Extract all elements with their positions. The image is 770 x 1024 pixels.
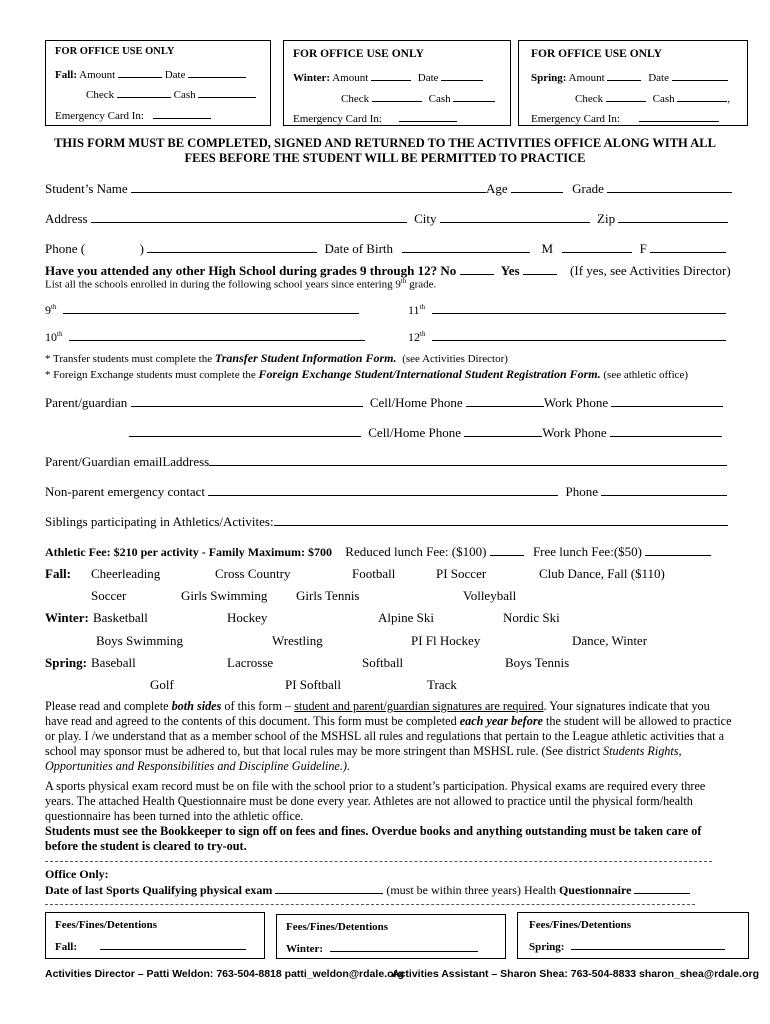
siblings-field[interactable] xyxy=(274,515,728,526)
emergency-phone-field[interactable] xyxy=(601,485,727,496)
address-field[interactable] xyxy=(91,212,407,223)
p1-signatures-required: student and parent/guardian signatures are required xyxy=(294,699,544,713)
emergency-card-label: Emergency Card In: xyxy=(293,113,382,125)
sport-boys-swimming[interactable]: Boys Swimming xyxy=(96,633,184,648)
sport-boys-tennis[interactable]: Boys Tennis xyxy=(505,655,570,670)
season-label: Winter: xyxy=(293,72,331,84)
student-name-row xyxy=(45,181,732,197)
grade-label: Grade xyxy=(572,181,604,196)
address-row xyxy=(45,211,728,227)
sport-girls-swimming[interactable]: Girls Swimming xyxy=(181,588,268,603)
transfer-note xyxy=(45,351,508,366)
p1-text: Please read and complete xyxy=(45,699,169,713)
date-label: Date xyxy=(164,69,186,81)
other-school-question: Have you attended any other High School during grades 9 through 12? xyxy=(45,263,438,278)
p1-both-sides: both sides xyxy=(171,699,222,713)
emergency-card-label: Emergency Card In: xyxy=(531,113,620,125)
list-note-text: List all the schools enrolled in during the following school years since entering 9 xyxy=(45,278,401,291)
transfer-form-name: Transfer Student Information Form. xyxy=(214,351,397,365)
office-box-spring xyxy=(518,40,748,126)
female-label: F xyxy=(639,241,647,256)
foreign-text: * Foreign Exchange students must complete the xyxy=(45,369,256,381)
fines-box-fall xyxy=(45,912,265,959)
other-school-note: (If yes, see Activities Director) xyxy=(570,263,731,278)
phone-label: Phone ( xyxy=(45,241,86,256)
cash-field[interactable] xyxy=(198,87,256,98)
fines-fall-field[interactable] xyxy=(100,939,246,950)
city-label: City xyxy=(414,211,437,226)
p1-each-year-before: each year before xyxy=(459,714,543,728)
cell-phone-label: Cell/Home Phone xyxy=(369,395,463,410)
trailing-comma: , xyxy=(727,93,731,105)
grade-12-school-field[interactable] xyxy=(432,330,726,341)
work-phone-field[interactable] xyxy=(611,396,723,407)
divider-top xyxy=(45,861,712,862)
transfer-see: (see Activities Director) xyxy=(402,353,508,365)
grade-num: 12 xyxy=(408,330,420,344)
questionnaire-field[interactable] xyxy=(634,883,690,894)
fines-winter-field[interactable] xyxy=(330,941,478,952)
reduced-lunch-label: Reduced lunch Fee: ($100) xyxy=(345,544,487,559)
emergency-contact-row xyxy=(45,484,727,500)
cash-label: Cash xyxy=(428,93,451,105)
grade-sup: th xyxy=(420,330,426,338)
schools-list-note xyxy=(45,277,436,291)
amount-label: Amount xyxy=(79,69,116,81)
date-field[interactable] xyxy=(441,70,483,81)
city-field[interactable] xyxy=(440,212,590,223)
reduced-lunch-field[interactable] xyxy=(490,545,524,556)
sport-golf[interactable]: Golf xyxy=(150,677,174,692)
work-phone-2-field[interactable] xyxy=(610,426,722,437)
free-lunch-field[interactable] xyxy=(645,545,711,556)
fines-box-winter xyxy=(276,914,506,959)
sport-pi-softball[interactable]: PI Softball xyxy=(285,677,341,692)
date-label: Date xyxy=(648,72,669,84)
form-heading xyxy=(20,136,750,166)
grade-9-school-field[interactable] xyxy=(63,303,359,314)
fines-season-label: Fall: xyxy=(55,941,77,953)
list-note-grade: grade. xyxy=(409,278,437,291)
fall-label: Fall: xyxy=(45,566,71,581)
p1-text: the student will be allowed to practice or play. I /we understand that as a member school of the MSHSL all rules and regulations that pertain to the League athletic activities that a school may sponsor must be adhered to, but that local rules may be more stringent than MSHSL rule. (See district xyxy=(45,714,732,758)
date-label: Date xyxy=(417,72,439,84)
age-label: Age xyxy=(485,181,508,196)
check-label: Check xyxy=(86,89,115,101)
cell-phone-label: Cell/Home Phone xyxy=(368,425,462,440)
zip-field[interactable] xyxy=(618,212,728,223)
yes-field[interactable] xyxy=(523,264,557,275)
sport-pi-soccer[interactable]: PI Soccer xyxy=(436,566,487,581)
winter-label: Winter: xyxy=(45,610,89,625)
cash-label: Cash xyxy=(652,93,675,105)
footer-director: Activities Director – Patti Weldon: 763-504-8818 patti_weldon@rdale.org xyxy=(45,968,404,980)
fines-season-label: Winter: xyxy=(286,943,324,955)
physical-exam-row xyxy=(45,883,690,898)
grade-12-row xyxy=(408,330,726,345)
dob-field[interactable] xyxy=(402,242,530,253)
fines-box-title: Fees/Fines/Detentions xyxy=(55,919,158,931)
cash-field[interactable] xyxy=(677,91,727,102)
sport-dance-winter[interactable]: Dance, Winter xyxy=(572,633,648,648)
parent-email-field[interactable] xyxy=(209,455,727,466)
siblings-row xyxy=(45,514,728,530)
student-name-label: Student’s Name xyxy=(45,181,128,196)
grade-10-school-field[interactable] xyxy=(69,330,365,341)
sport-softball[interactable]: Softball xyxy=(362,655,404,670)
date-field[interactable] xyxy=(672,70,728,81)
grade-num: 9 xyxy=(45,303,51,317)
bookkeeper-paragraph: Students must see the Bookkeeper to sign off on fees and fines. Overdue books and anything outstanding must be taken care of before the student is cleared to try-out. xyxy=(45,824,702,853)
parent-guardian-2-field[interactable] xyxy=(129,426,361,437)
fines-spring-field[interactable] xyxy=(571,939,725,950)
dob-label: Date of Birth xyxy=(324,241,394,256)
grade-num: 11 xyxy=(408,303,420,317)
sport-club-dance-fall[interactable]: Club Dance, Fall ($110) xyxy=(539,566,665,581)
p1-text: of this form – xyxy=(224,699,292,713)
free-lunch-label: Free lunch Fee:($50) xyxy=(532,544,642,559)
sport-basketball[interactable]: Basketball xyxy=(93,610,148,625)
cell-phone-field[interactable] xyxy=(466,396,544,407)
office-only-title: Office Only: xyxy=(45,867,109,881)
emergency-card-field[interactable] xyxy=(399,111,457,122)
female-field[interactable] xyxy=(650,242,726,253)
date-field[interactable] xyxy=(188,67,246,78)
foreign-form-name: Foreign Exchange Student/International Student Registration Form. xyxy=(258,367,601,381)
sport-girls-tennis[interactable]: Girls Tennis xyxy=(296,588,360,603)
sport-football[interactable]: Football xyxy=(352,566,396,581)
check-field[interactable] xyxy=(606,91,646,102)
student-name-field[interactable] xyxy=(131,182,486,193)
parent-email-label: Parent/Guardian emailLaddress xyxy=(45,454,210,469)
no-label: No xyxy=(440,263,457,278)
check-field[interactable] xyxy=(372,91,422,102)
sport-soccer[interactable]: Soccer xyxy=(91,588,127,603)
male-label: M xyxy=(541,241,554,256)
amount-field[interactable] xyxy=(118,67,162,78)
heading-line-1: THIS FORM MUST BE COMPLETED, SIGNED AND RETURNED TO THE ACTIVITIES OFFICE ALONG WITH ALL xyxy=(54,136,716,150)
grade-sup: th xyxy=(57,330,63,338)
sport-baseball[interactable]: Baseball xyxy=(91,655,136,670)
p1-text: . Your signatures indicate that you have read and agreed to the contents of this document. This form must be completed xyxy=(45,699,710,728)
check-label: Check xyxy=(341,93,370,105)
questionnaire-label: Questionnaire xyxy=(558,883,632,897)
heading-line-2: FEES BEFORE THE STUDENT WILL BE PERMITTED TO PRACTICE xyxy=(184,151,586,165)
work-phone-label: Work Phone xyxy=(543,395,609,410)
transfer-text: * Transfer students must complete the xyxy=(45,353,213,365)
emergency-phone-label: Phone xyxy=(565,484,599,499)
work-phone-label: Work Phone xyxy=(542,425,607,440)
office-box-title: FOR OFFICE USE ONLY xyxy=(531,48,662,60)
sport-volleyball[interactable]: Volleyball xyxy=(463,588,517,603)
sport-cross-country[interactable]: Cross Country xyxy=(215,566,291,581)
season-label: Spring: xyxy=(531,72,567,84)
emergency-contact-label: Non-parent emergency contact xyxy=(45,484,206,499)
fines-box-title: Fees/Fines/Detentions xyxy=(529,919,632,931)
p1-guideline-title: Students Rights, Opportunities and Responsibilities and Discipline Guideline.). xyxy=(45,744,682,773)
parent-guardian-label: Parent/guardian xyxy=(45,395,128,410)
amount-label: Amount xyxy=(332,72,369,84)
office-box-title: FOR OFFICE USE ONLY xyxy=(55,46,175,57)
emergency-contact-field[interactable] xyxy=(208,485,558,496)
cash-field[interactable] xyxy=(453,91,495,102)
emergency-card-field[interactable] xyxy=(153,108,211,119)
area-code-field[interactable] xyxy=(88,242,136,253)
phone-row xyxy=(45,241,726,257)
grade-field[interactable] xyxy=(607,182,732,193)
amount-field[interactable] xyxy=(607,70,641,81)
siblings-label: Siblings participating in Athletics/Activites: xyxy=(45,514,274,529)
list-note-sup: th xyxy=(400,277,407,285)
parent-guardian-field[interactable] xyxy=(131,396,363,407)
check-field[interactable] xyxy=(117,87,171,98)
check-label: Check xyxy=(575,93,604,105)
yes-label: Yes xyxy=(500,263,520,278)
sport-alpine-ski[interactable]: Alpine Ski xyxy=(378,610,434,625)
office-box-fall xyxy=(45,40,271,126)
sport-cheerleading[interactable]: Cheerleading xyxy=(91,566,161,581)
sport-nordic-ski[interactable]: Nordic Ski xyxy=(503,610,560,625)
parent-row-1 xyxy=(45,395,723,411)
spring-label: Spring: xyxy=(45,655,87,670)
amount-label: Amount xyxy=(568,72,605,84)
grade-num: 10 xyxy=(45,330,57,344)
grade-10-row xyxy=(45,330,365,345)
grade-11-row xyxy=(408,303,726,318)
foreign-see: (see athletic office) xyxy=(603,369,689,381)
sport-track[interactable]: Track xyxy=(427,677,457,692)
within-three-years-label: (must be within three years) Health xyxy=(386,883,556,897)
office-box-title: FOR OFFICE USE ONLY xyxy=(293,48,424,60)
grade-sup: th xyxy=(419,303,426,311)
agreement-paragraph xyxy=(45,699,735,774)
fines-box-spring xyxy=(517,912,749,959)
athletic-fee-label: Athletic Fee: $210 per activity - Family Maximum: $700 xyxy=(45,545,333,559)
physical-paragraph: A sports physical exam record must be on file with the school prior to a student’s participation. Physical exams are required every three years. The attached Health Questionnaire must be done every year. Athletes are not allowed to practice until the physical form/health questionnaire has been turned into the athletic office. xyxy=(45,779,706,823)
fees-row xyxy=(45,544,711,560)
cash-label: Cash xyxy=(173,89,196,101)
address-label: Address xyxy=(45,211,88,226)
phone-close-paren: ) xyxy=(139,241,144,256)
phone-field[interactable] xyxy=(147,242,317,253)
parent-row-2 xyxy=(129,425,722,441)
amount-field[interactable] xyxy=(371,70,411,81)
sport-lacrosse[interactable]: Lacrosse xyxy=(227,655,274,670)
age-field[interactable] xyxy=(511,182,563,193)
grade-sup: th xyxy=(51,303,57,311)
season-label: Fall: xyxy=(55,69,77,81)
physical-exam-date-field[interactable] xyxy=(275,883,383,894)
cell-phone-2-field[interactable] xyxy=(464,426,542,437)
fines-season-label: Spring: xyxy=(529,941,565,953)
grade-11-school-field[interactable] xyxy=(432,303,726,314)
sport-wrestling[interactable]: Wrestling xyxy=(272,633,323,648)
sport-pi-fl-hockey[interactable]: PI Fl Hockey xyxy=(411,633,481,648)
fines-box-title: Fees/Fines/Detentions xyxy=(286,921,389,933)
grade-9-row xyxy=(45,303,359,318)
zip-label: Zip xyxy=(597,211,616,226)
emergency-card-field[interactable] xyxy=(639,111,719,122)
divider-bottom xyxy=(45,904,695,905)
parent-email-row xyxy=(45,454,727,470)
sport-hockey[interactable]: Hockey xyxy=(227,610,268,625)
office-box-winter xyxy=(283,40,511,126)
physical-exam-label: Date of last Sports Qualifying physical exam xyxy=(45,883,273,897)
foreign-exchange-note xyxy=(45,367,688,382)
no-field[interactable] xyxy=(460,264,494,275)
emergency-card-label: Emergency Card In: xyxy=(55,110,144,122)
male-field[interactable] xyxy=(562,242,632,253)
footer-assistant: Activities Assistant – Sharon Shea: 763-504-8833 sharon_shea@rdale.org xyxy=(392,968,760,980)
